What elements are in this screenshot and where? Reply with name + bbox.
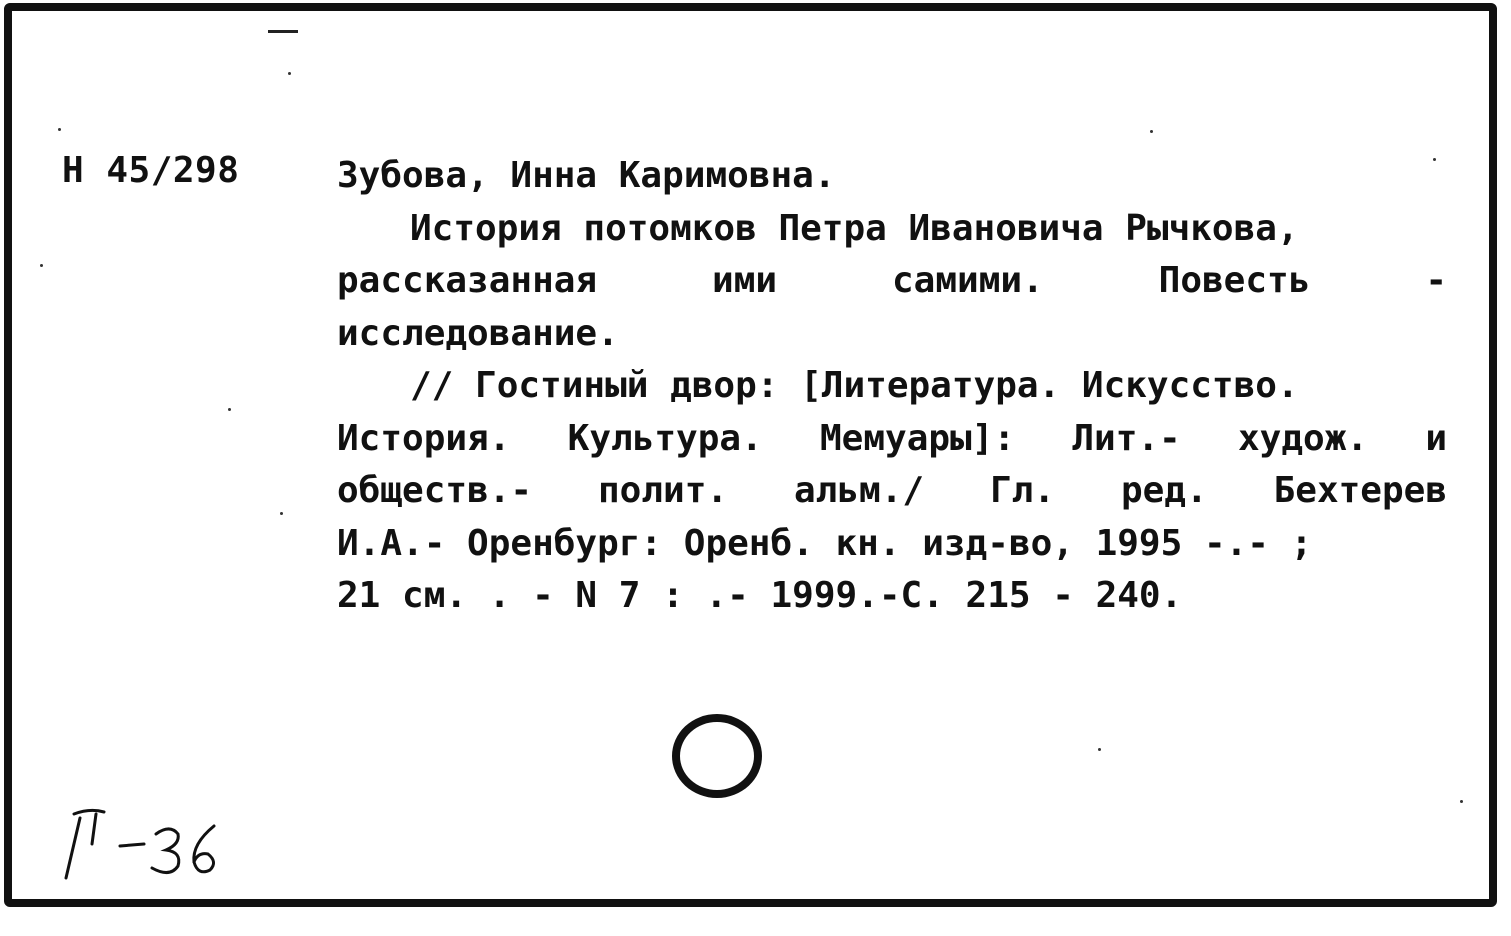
author-line: Зубова, Инна Каримовна. [337,155,836,196]
top-dash-mark [268,30,298,33]
speck [280,512,283,515]
bibliographic-entry [337,150,1447,623]
source-line-1: // Гостиный двор: [Литература. Искусство. [410,365,1299,406]
shelf-code: Н 45/298 [62,150,240,191]
title-line-3: исследование. [337,312,619,354]
handwritten-note [52,800,242,890]
speck [1460,800,1463,803]
source-line-2: История. Культура. Мемуары]: Лит.- худож. и [337,417,1447,459]
speck [58,128,61,131]
speck [1433,158,1436,161]
title-line-2: рассказанная ими самими. Повесть - [337,260,1447,301]
speck [288,72,291,75]
speck [40,264,43,267]
speck [1150,130,1153,133]
card-punch-hole [672,714,762,798]
source-line-3: обществ.- полит. альм./ Гл. ред. Бехтерев [337,470,1447,511]
speck [228,408,231,411]
title-line-1: История потомков Петра Ивановича Рычкова, [410,207,1299,249]
source-line-5: 21 см. . - N 7 : .- 1999.-С. 215 - 240. [337,575,1183,616]
speck [1098,748,1101,751]
source-line-4: И.А.- Оренбург: Оренб. кн. изд-во, 1995 -.- ; [337,522,1313,564]
